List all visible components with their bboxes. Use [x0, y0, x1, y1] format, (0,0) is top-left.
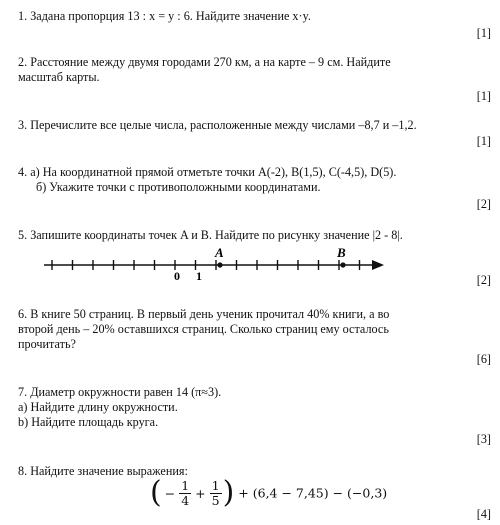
- question-5-mark: [2]: [476, 273, 491, 287]
- question-8-mark: [4]: [476, 507, 491, 521]
- fraction-one-fifth: [210, 479, 222, 508]
- question-2-mark: [1]: [476, 89, 491, 103]
- question-7b-text: b) Найдите площадь круга.: [18, 415, 159, 429]
- number-line-arrow: [372, 260, 384, 270]
- question-7a-text: a) Найдите длину окружности.: [18, 400, 178, 414]
- question-4-mark: [2]: [476, 197, 491, 211]
- zero-label: 0: [174, 269, 180, 283]
- question-1-text: 1. Задана пропорция 13 : x = y : 6. Найдите значение x·y.: [18, 9, 311, 23]
- number-line: [44, 245, 384, 285]
- point-a-dot: [217, 262, 222, 267]
- expression-close-paren: ): [222, 475, 235, 510]
- expression-plus: +: [195, 485, 206, 501]
- one-label: 1: [196, 269, 202, 283]
- fraction-1-numerator: 1: [181, 477, 190, 493]
- question-6-text-line-1: 6. В книге 50 страниц. В первый день ученик прочитал 40% книги, а во: [18, 307, 390, 321]
- fraction-one-quarter: [179, 479, 191, 508]
- point-b-label: B: [337, 245, 346, 260]
- fraction-1-denominator: 4: [181, 492, 190, 508]
- expression: [150, 475, 388, 510]
- fraction-2-numerator: 1: [211, 477, 220, 493]
- question-2-text-line-2: масштаб карты.: [18, 70, 100, 84]
- question-3-text: 3. Перечислите все целые числа, расположенные между числами –8,7 и –1,2.: [18, 118, 417, 132]
- fraction-2-denominator: 5: [211, 492, 220, 508]
- point-b-dot: [340, 262, 345, 267]
- question-4a-text: 4. а) На координатной прямой отметьте точки A(-2), B(1,5), C(-4,5), D(5).: [18, 165, 397, 179]
- expression-rest: + (6,4 − 7,45) − (−0,3): [238, 485, 388, 501]
- question-8-text: 8. Найдите значение выражения:: [18, 464, 188, 478]
- question-7-mark: [3]: [476, 432, 491, 446]
- question-6-text-line-2: второй день – 20% оставшихся страниц. Сколько страниц ему осталось: [18, 322, 389, 336]
- question-7-text: 7. Диаметр окружности равен 14 (π≈3).: [18, 385, 222, 399]
- question-6-mark: [6]: [476, 352, 491, 366]
- expression-open-paren: (: [150, 475, 162, 510]
- point-a-label: A: [215, 245, 224, 260]
- question-6-text-line-3: прочитать?: [18, 337, 76, 351]
- question-4b-text: б) Укажите точки с противоположными координатами.: [36, 180, 321, 194]
- question-3-mark: [1]: [476, 134, 491, 148]
- question-5-text: 5. Запишите координаты точек A и B. Найдите по рисунку значение |2 - 8|.: [18, 228, 403, 242]
- expression-minus: −: [164, 485, 176, 501]
- question-2-text-line-1: 2. Расстояние между двумя городами 270 км, а на карте – 9 см. Найдите: [18, 55, 391, 69]
- question-1-mark: [1]: [476, 26, 491, 40]
